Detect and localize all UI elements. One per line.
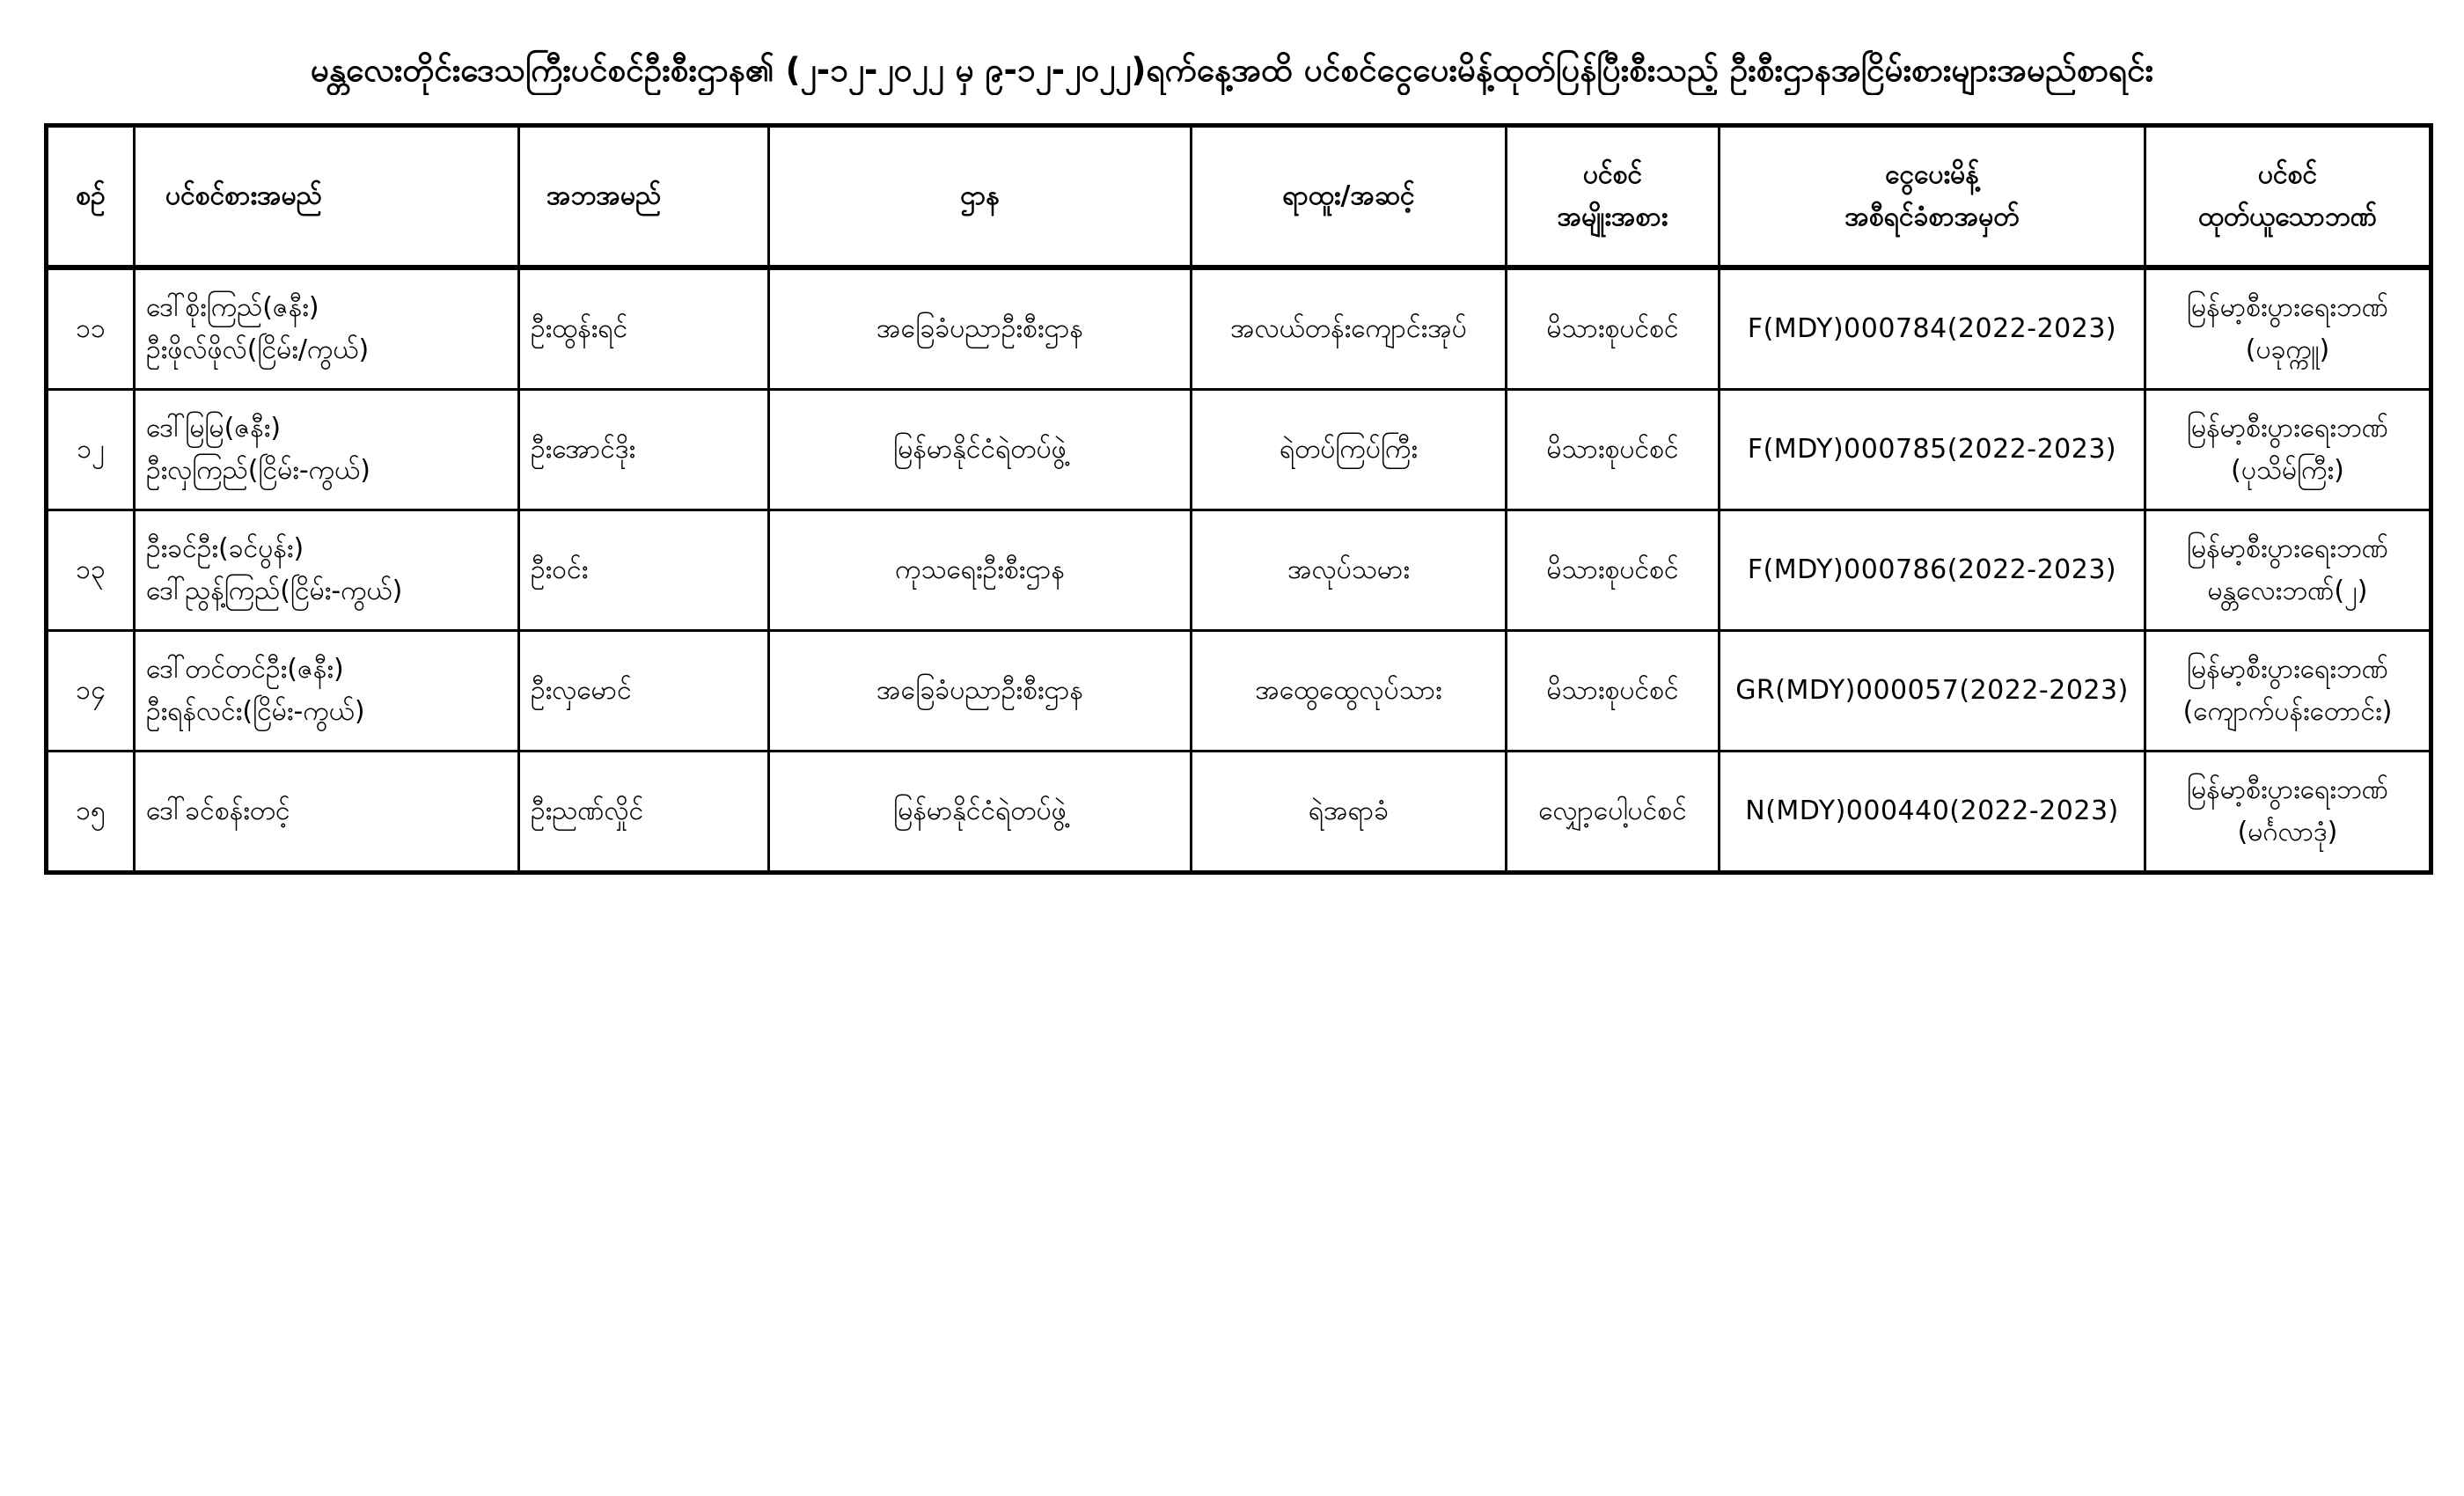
cell-rank: ရဲတပ်ကြပ်ကြီး: [1192, 390, 1507, 510]
cell-order-number: GR(MDY)000057(2022-2023): [1720, 631, 2145, 752]
cell-father-name: ဦးဝင်း: [519, 510, 769, 631]
header-father-name: အဘအမည်: [519, 126, 769, 268]
cell-bank: မြန်မာ့စီးပွားရေးဘဏ် (မင်္ဂလာဒုံ): [2145, 752, 2431, 873]
cell-order-number: F(MDY)000784(2022-2023): [1720, 268, 2145, 390]
header-bank: ပင်စင် ထုတ်ယူသောဘဏ်: [2145, 126, 2431, 268]
cell-order-number: F(MDY)000785(2022-2023): [1720, 390, 2145, 510]
cell-father-name: ဦးအောင်ဒိုး: [519, 390, 769, 510]
cell-pension-type: မိသားစုပင်စင်: [1507, 268, 1720, 390]
cell-rank: အလယ်တန်းကျောင်းအုပ်: [1192, 268, 1507, 390]
cell-serial: ၁၁: [47, 268, 135, 390]
cell-rank: အထွေထွေလုပ်သား: [1192, 631, 1507, 752]
cell-department: မြန်မာနိုင်ငံရဲတပ်ဖွဲ့: [769, 390, 1192, 510]
cell-bank: မြန်မာ့စီးပွားရေးဘဏ် (ပခုက္ကူ): [2145, 268, 2431, 390]
header-rank: ရာထူး/အဆင့်: [1192, 126, 1507, 268]
header-pension-type: ပင်စင် အမျိုးအစား: [1507, 126, 1720, 268]
cell-department: ကုသရေးဦးစီးဌာန: [769, 510, 1192, 631]
cell-pensioner-name: ဦးခင်ဦး(ခင်ပွန်း) ဒေါ်ညွန့်ကြည်(ငြိမ်း-ကွယ်): [135, 510, 519, 631]
table-header-row: [47, 126, 2431, 268]
header-department: ဌာန: [769, 126, 1192, 268]
cell-rank: အလုပ်သမား: [1192, 510, 1507, 631]
table-row: [47, 752, 2431, 873]
cell-pension-type: မိသားစုပင်စင်: [1507, 510, 1720, 631]
cell-pension-type: လျှော့ပေါ့ပင်စင်: [1507, 752, 1720, 873]
table-row: [47, 390, 2431, 510]
cell-department: အခြေခံပညာဦးစီးဌာန: [769, 268, 1192, 390]
table-row: [47, 268, 2431, 390]
cell-order-number: F(MDY)000786(2022-2023): [1720, 510, 2145, 631]
cell-father-name: ဦးညဏ်လှိုင်: [519, 752, 769, 873]
cell-father-name: ဦးလှမောင်: [519, 631, 769, 752]
table-row: [47, 631, 2431, 752]
cell-serial: ၁၄: [47, 631, 135, 752]
cell-order-number: N(MDY)000440(2022-2023): [1720, 752, 2145, 873]
pensioner-table: [44, 123, 2433, 875]
header-order-number: ငွေပေးမိန့် အစီရင်ခံစာအမှတ်: [1720, 126, 2145, 268]
cell-department: အခြေခံပညာဦးစီးဌာန: [769, 631, 1192, 752]
cell-serial: ၁၅: [47, 752, 135, 873]
cell-department: မြန်မာနိုင်ငံရဲတပ်ဖွဲ့: [769, 752, 1192, 873]
table-row: [47, 510, 2431, 631]
cell-pensioner-name: ဒေါ်မြမြ(ဇနီး) ဦးလှကြည်(ငြိမ်း-ကွယ်): [135, 390, 519, 510]
header-pensioner-name: ပင်စင်စားအမည်: [135, 126, 519, 268]
cell-father-name: ဦးထွန်းရင်: [519, 268, 769, 390]
cell-serial: ၁၃: [47, 510, 135, 631]
cell-serial: ၁၂: [47, 390, 135, 510]
cell-pension-type: မိသားစုပင်စင်: [1507, 390, 1720, 510]
cell-bank: မြန်မာ့စီးပွားရေးဘဏ် မန္တလေးဘဏ်(၂): [2145, 510, 2431, 631]
cell-pension-type: မိသားစုပင်စင်: [1507, 631, 1720, 752]
cell-pensioner-name: ဒေါ်တင်တင်ဦး(ဇနီး) ဦးရန်လင်း(ငြိမ်း-ကွယ်): [135, 631, 519, 752]
cell-bank: မြန်မာ့စီးပွားရေးဘဏ် (ကျောက်ပန်းတောင်း): [2145, 631, 2431, 752]
page-title: မန္တလေးတိုင်းဒေသကြီးပင်စင်ဦးစီးဌာန၏ (၂-၁၂-၂၀၂၂ မှ ၉-၁၂-၂၀၂၂)ရက်နေ့အထိ ပင်စင်ငွေပေးမိန့်ထုတ်ပြန်ပြီးစီးသည့် ဦးစီးဌာနအငြိမ်းစားများအမည်စာရင်း: [310, 51, 2154, 89]
cell-pensioner-name: ဒေါ်စိုးကြည်(ဇနီး) ဦးဖိုလ်ဖိုလ်(ငြိမ်း/ကွယ်): [135, 268, 519, 390]
header-serial: စဉ်: [47, 126, 135, 268]
cell-rank: ရဲအရာခံ: [1192, 752, 1507, 873]
cell-pensioner-name: ဒေါ်ခင်စန်းတင့်: [135, 752, 519, 873]
cell-bank: မြန်မာ့စီးပွားရေးဘဏ် (ပုသိမ်ကြီး): [2145, 390, 2431, 510]
